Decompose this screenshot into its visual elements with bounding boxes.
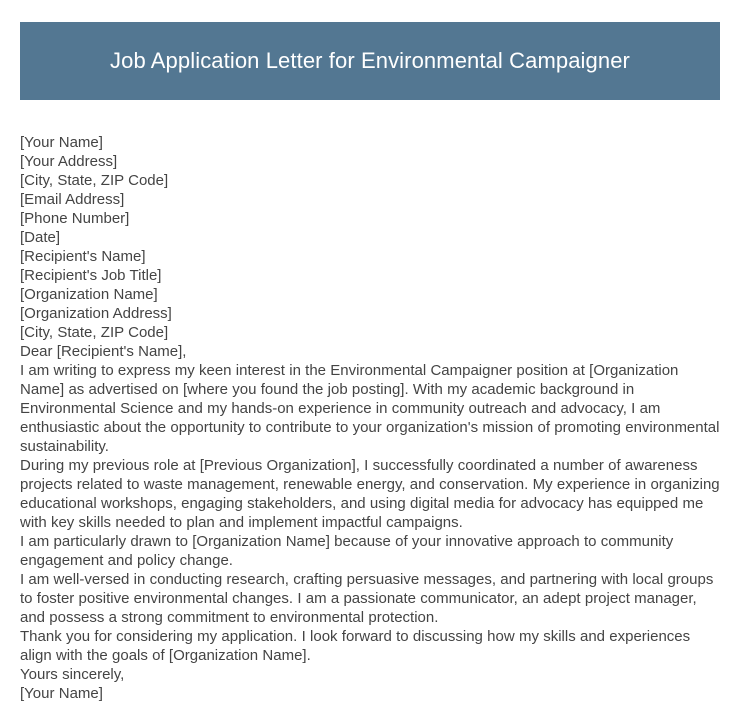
letter-line: [Organization Name]: [20, 286, 158, 303]
letter-line: [Your Address]: [20, 153, 118, 170]
page-title: Job Application Letter for Environmental Campaigner: [110, 48, 630, 73]
letter-line: Yours sincerely,: [20, 666, 125, 683]
letter-line: [City, State, ZIP Code]: [20, 324, 169, 341]
letter-line: [Your Name]: [20, 685, 103, 702]
letter-line: Dear [Recipient's Name],: [20, 343, 187, 360]
letter-line: [Date]: [20, 229, 61, 246]
letter-header-banner: [20, 22, 720, 100]
letter-line: I am particularly drawn to [Organization Name] because of your innovative approach to community engagement and policy change.: [20, 533, 674, 569]
letter-line: I am well-versed in conducting research, crafting persuasive messages, and partnering with local groups to foster positive environmental changes. I am a passionate communicator, an adept project manager, and possess a strong commitment to environmental protection.: [20, 571, 714, 626]
letter-line: During my previous role at [Previous Organization], I successfully coordinated a number of awareness projects related to waste management, renewable energy, and conservation. My experience in organizing educational workshops, engaging stakeholders, and using digital media for advocacy has equipped me with key skills needed to plan and implement impactful campaigns.: [20, 457, 720, 531]
letter-line: [Recipient's Name]: [20, 248, 146, 265]
letter-body: [20, 133, 724, 703]
letter-line: [Recipient's Job Title]: [20, 267, 162, 284]
letter-line: [Organization Address]: [20, 305, 172, 322]
letter-line: [Your Name]: [20, 134, 103, 151]
letter-line: [Phone Number]: [20, 210, 130, 227]
letter-line: [Email Address]: [20, 191, 125, 208]
letter-line: [City, State, ZIP Code]: [20, 172, 169, 189]
letter-line: Thank you for considering my application. I look forward to discussing how my skills and experiences align with the goals of [Organization Name].: [20, 628, 691, 664]
letter-line: I am writing to express my keen interest in the Environmental Campaigner position at [Organization Name] as advertised on [where you found the job posting]. With my academic background in Environmental Science and my hands-on experience in community outreach and advocacy, I am enthusiastic about the opportunity to contribute to your organization's mission of promoting environmental sustainability.: [20, 362, 720, 455]
